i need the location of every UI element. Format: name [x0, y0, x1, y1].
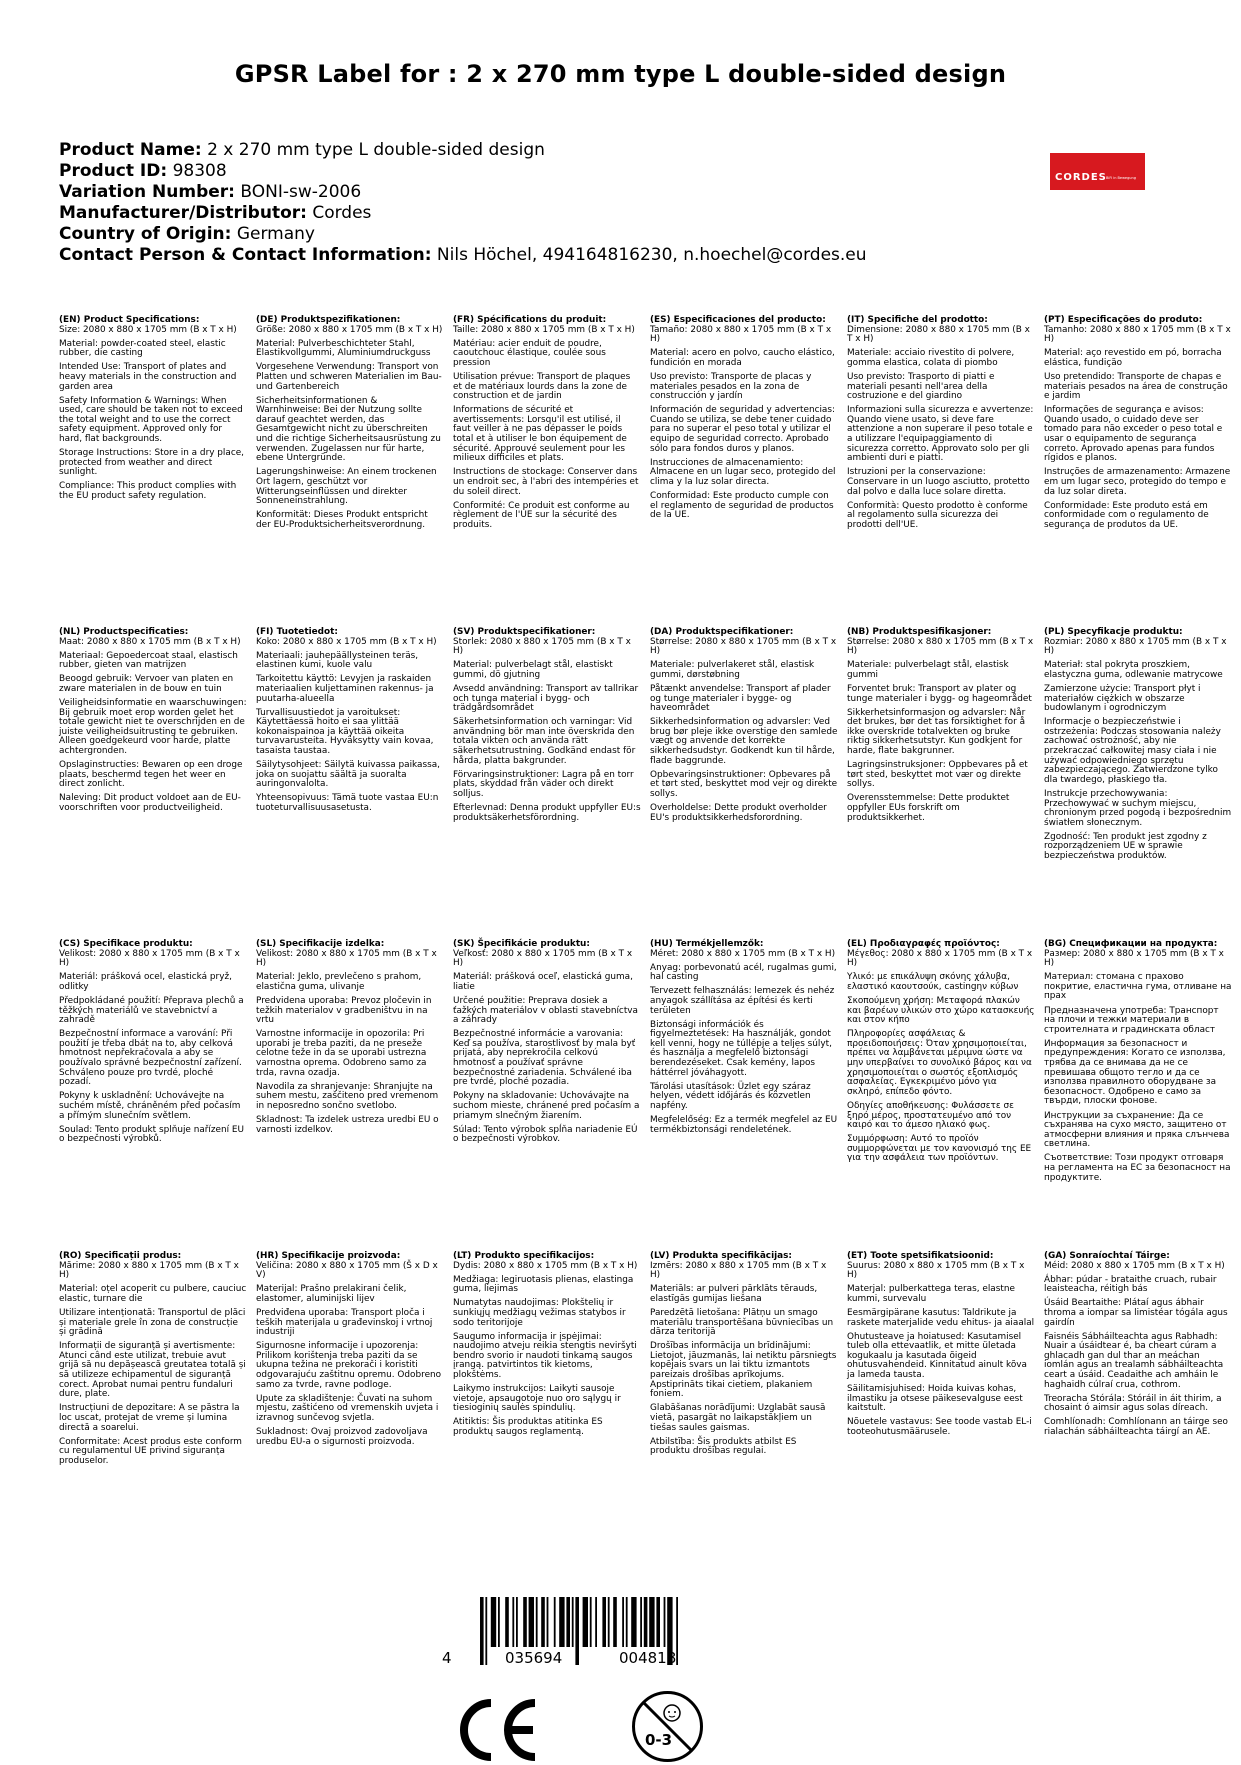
barcode-bar [491, 1597, 496, 1647]
barcode-bar [559, 1597, 564, 1647]
spec-paragraph: Anyag: porbevonatú acél, rugalmas gumi, hal casting [650, 962, 837, 983]
spec-paragraph: Ábhar: púdar - brataithe cruach, rubair leaisteacha, réitigh bás [1044, 1274, 1217, 1295]
spec-paragraph: Información de seguridad y advertencias: Cuando se utiliza, se debe tener cuidado para no superar el peso total y utilizar el equipo de seguridad correcto. Aprobado sólo para fondos duros y planos. [650, 405, 835, 454]
barcode-bar [602, 1597, 606, 1647]
spec-heading: (NB) Produktspesifikasjoner: [847, 627, 992, 637]
spec-paragraph: Materjal: pulberkattega teras, elastne kummi, survevalu [847, 1284, 1015, 1304]
barcode-bar [590, 1597, 592, 1647]
spec-paragraph: Съответствие: Този продукт отговаря на регламента на ЕС за безопасност на продуктите. [1044, 1153, 1231, 1183]
spec-block [650, 1252, 838, 1461]
spec-paragraph: Conformità: Questo prodotto è conforme al regolamento sulla sicurezza dei prodotti dell'UE. [847, 500, 1028, 530]
spec-paragraph: Velikost: 2080 x 880 x 1705 mm (B x T x H) [59, 948, 240, 969]
spec-heading: (PT) Especificações do produto: [1044, 315, 1203, 325]
spec-paragraph: Uso previsto: Transporte de placas y materiales pesados en la zona de construcción y jardín [650, 371, 812, 402]
barcode-bar [676, 1597, 678, 1665]
barcode-group-2: 004818 [619, 1649, 677, 1667]
spec-paragraph: Größe: 2080 x 880 x 1705 mm (B x T x H) [256, 324, 443, 335]
spec-paragraph: Materiał: stal pokryta proszkiem, elastyczna guma, odlewanie matrycowe [1044, 660, 1223, 680]
info-label: Manufacturer/Distributor: [59, 203, 307, 223]
barcode-bar [512, 1597, 514, 1647]
info-row [59, 140, 867, 161]
spec-paragraph: Material: oțel acoperit cu pulbere, cauciuc elastic, turnare die [59, 1284, 247, 1304]
spec-paragraph: Säilitamisjuhised: Hoida kuivas kohas, ilmastiku ja otsese päikesevalguse eest kaitstult. [847, 1384, 1023, 1414]
barcode-bar [640, 1597, 642, 1647]
spec-heading: (LV) Produkta specifikācijas: [650, 1251, 792, 1261]
info-value: 98308 [172, 161, 227, 181]
spec-paragraph: Размер: 2080 x 880 x 1705 mm (B x T x H) [1044, 948, 1224, 969]
spec-paragraph: Informații de siguranță și avertismente: Atunci când este utilizat, trebuie avut grijă să nu depășească greutatea totală și să utilizeze echipamentul de siguranță corect. Aprobat numai pentru fundaluri dure, plate. [59, 1341, 246, 1400]
spec-paragraph: Tamanho: 2080 x 880 x 1705 mm (B x T x H) [1044, 324, 1231, 345]
spec-paragraph: Uso pretendido: Transporte de chapas e materiais pesados na área de construção e jardim [1044, 371, 1228, 402]
spec-paragraph: Intended Use: Transport of plates and heavy materials in the construction and garden area [59, 362, 237, 392]
spec-paragraph: Overensstemmelse: Dette produktet oppfyller EUs forskrift om produktsikkerhet. [847, 793, 1010, 823]
spec-block [59, 316, 247, 506]
spec-paragraph: Instructions de stockage: Conserver dans un endroit sec, à l'abri des intempéries et du soleil direct. [453, 467, 639, 497]
barcode-bar [554, 1597, 556, 1647]
spec-paragraph: Conformité: Ce produit est conforme au règlement de l'UE sur la sécurité des produits. [453, 500, 630, 530]
spec-paragraph: Izmērs: 2080 x 880 x 1705 mm (B x T x H) [650, 1260, 827, 1281]
spec-paragraph: Οδηγίες αποθήκευσης: Φυλάσσετε σε ξηρό μέρος, προστατευμένο από τον καιρό και το άμεσο ηλιακό φως. [847, 1100, 1014, 1131]
spec-paragraph: Naleving: Dit product voldoet aan de EU-voorschriften voor productveiligheid. [59, 793, 241, 813]
barcode-bar [644, 1597, 648, 1647]
spec-heading: (FR) Spécifications du produit: [453, 315, 607, 325]
spec-paragraph: Efterlevnad: Denna produkt uppfyller EU:s produktsäkerhetsförordning. [453, 803, 641, 823]
spec-heading: (HU) Termékjellemzők: [650, 939, 764, 949]
info-label: Contact Person & Contact Information: [59, 245, 432, 265]
spec-paragraph: Atitiktis: Šis produktas atitinka ES produktų saugos reglamentą. [453, 1417, 603, 1437]
spec-block [453, 316, 641, 535]
barcode-bar [516, 1597, 518, 1647]
info-row [59, 245, 867, 266]
spec-paragraph: Eesmärgipärane kasutus: Taldrikute ja raskete materjalide vedu ehitus- ja aiaalal [847, 1307, 1035, 1328]
info-row [59, 161, 867, 182]
spec-paragraph: Dimensione: 2080 x 880 x 1705 mm (B x T x H) [847, 324, 1030, 345]
spec-paragraph: Materiaali: jauhepäällysteinen teräs, elastinen kumi, kuole valu [256, 650, 419, 671]
spec-heading: (RO) Specificații produs: [59, 1251, 182, 1261]
barcode-bar [649, 1597, 654, 1647]
spec-paragraph: Materiál: prášková ocel, elastická pryž, odlitky [59, 972, 232, 992]
spec-paragraph: Sikkerhetsinformasjon og advarsler: Når det brukes, bør det tas forsiktighet for å ikke overskride totalvekten og bruke riktig sikkerhetsutstyr. Kun godkjent for harde, flate bakgrunner. [847, 707, 1026, 757]
spec-heading: (NL) Productspecificaties: [59, 627, 189, 637]
spec-block [847, 1252, 1035, 1442]
spec-paragraph: Maat: 2080 x 880 x 1705 mm (B x T x H) [59, 636, 241, 647]
info-value: Nils Höchel, 494164816230, n.hoechel@cordes.eu [436, 245, 867, 265]
spec-paragraph: Konformität: Dieses Produkt entspricht der EU-Produktsicherheitsverordnung. [256, 510, 428, 530]
spec-paragraph: Sigurnosne informacije i upozorenja: Prilikom korištenja treba paziti da se ukupna težina ne prekorači i koristiti odgovarajuću zaštitnu opremu. Odobreno samo za tvrde, ravne podloge. [256, 1341, 442, 1390]
spec-paragraph: Faisnéis Sábháilteachta agus Rabhadh: Nuair a úsáidtear é, ba cheart cúram a ghlacadh gan dul thar an meáchan iomlán agus an trealamh sábháilteachta ceart a úsáid. Ceadaithe ach amháin le haghaidh cúlraí crua, cothrom. [1044, 1331, 1224, 1390]
spec-paragraph: Zamierzone użycie: Transport płyt i materiałów ciężkich w obszarze budowlanym i ogrodniczym [1044, 683, 1201, 714]
spec-paragraph: Material: aço revestido em pó, borracha elástica, fundição [1044, 348, 1222, 368]
spec-paragraph: Størrelse: 2080 x 880 x 1705 mm (B x T x H) [650, 636, 837, 657]
spec-paragraph: Varnostne informacije in opozorila: Pri uporabi je treba paziti, da ne preseže celotne teže in da se uporabi ustrezna varnostna oprema. Odobreno samo za trda, ravna ozadja. [256, 1029, 427, 1078]
spec-block [847, 316, 1035, 535]
spec-paragraph: Информация за безопасност и предупреждения: Когато се използва, трябва да се внимава да не се превишава общото тегло и да се използва правилното оборудване за безопасност. Одобрено е само за твърди, плоски фонове. [1044, 1038, 1226, 1107]
spec-paragraph: Pokyny k uskladnění: Uchovávejte na suchém místě, chráněném před počasím a přímým slunečním světlem. [59, 1091, 241, 1121]
info-value: BONI-sw-2006 [240, 182, 362, 202]
spec-paragraph: Sikkerhedsinformation og advarsler: Ved brug bør pleje ikke overstige den samlede vægt og anvende det korrekte sikkerhedsudstyr. Godkendt kun til hårde, flade baggrunde. [650, 717, 838, 766]
spec-paragraph: Beoogd gebruik: Vervoer van platen en zware materialen in de bouw en tuin [59, 674, 234, 694]
barcode-bar [656, 1597, 660, 1647]
spec-paragraph: Comhlíonadh: Comhlíonann an táirge seo rialachán sábháilteachta táirgí an AE. [1044, 1417, 1228, 1437]
spec-paragraph: Предназначена употреба: Транспорт на плочи и тежки материали в строителната и градинската област [1044, 1005, 1219, 1035]
spec-block [1044, 316, 1232, 535]
age-warning-icon [630, 1689, 705, 1764]
spec-paragraph: Určené použitie: Preprava dosiek a ťažkých materiálov v oblasti stavebníctva a záhrady [453, 995, 638, 1026]
barcode-bar [664, 1597, 666, 1647]
spec-paragraph: Tarkoitettu käyttö: Levyjen ja raskaiden materiaalien kuljettaminen rakennus- ja puutarha-alueella [256, 674, 434, 704]
spec-paragraph: Navodila za shranjevanje: Shranjujte na suhem mestu, zaščiteno pred vremenom in neposredno sončno svetlobo. [256, 1081, 439, 1111]
spec-paragraph: Yhteensopivuus: Tämä tuote vastaa EU:n tuoteturvallisuusasetusta. [256, 793, 439, 813]
spec-paragraph: Veľkosť: 2080 x 880 x 1705 mm (B x T x H) [453, 948, 633, 969]
spec-paragraph: Istruzioni per la conservazione: Conservare in un luogo asciutto, protetto dal polvo e dalla luce solare diretta. [847, 467, 1030, 497]
spec-paragraph: Numatytas naudojimas: Plokštelių ir sunkiųjų medžiagų vežimas statybos ir sodo teritorijoje [453, 1298, 626, 1328]
logo-text: CORDES [1055, 172, 1107, 183]
barcode-bar [523, 1597, 527, 1647]
spec-heading: (ES) Especificaciones del producto: [650, 315, 826, 325]
spec-paragraph: Materiale: pulverlakeret stål, elastisk gummi, dørstøbning [650, 660, 815, 680]
spec-paragraph: Mărime: 2080 x 880 x 1705 mm (B x T x H) [59, 1260, 239, 1281]
age-label: 0-3 [645, 1731, 673, 1749]
barcode-bar [613, 1597, 617, 1647]
spec-paragraph: Инструкции за съхранение: Да се съхранява на сухо място, защитено от атмосферни влияния и пряка слънчева светлина. [1044, 1110, 1230, 1150]
spec-block [1044, 1252, 1232, 1442]
spec-paragraph: Forventet bruk: Transport av plater og tunge materialer i bygg- og hageområdet [847, 683, 1032, 704]
spec-paragraph: Bezpečnostní informace a varování: Při použití je třeba dbát na to, aby celková hmotnost nepřekračovala a aby se používalo správné bezpečnostní zařízení. Schváleno pouze pro tvrdé, ploché pozadí. [59, 1029, 242, 1088]
barcode-bar [626, 1597, 628, 1647]
barcode-bar [631, 1597, 636, 1647]
barcode-bar [529, 1597, 534, 1647]
spec-block [256, 628, 444, 818]
spec-heading: (SV) Produktspecifikationer: [453, 627, 596, 637]
page-title: GPSR Label for : 2 x 270 mm type L double-sided design [234, 60, 1007, 88]
barcode-bar [575, 1597, 579, 1665]
spec-block [453, 940, 641, 1149]
spec-paragraph: Materiál: prášková oceľ, elastická guma, liatie [453, 972, 633, 992]
spec-paragraph: Soulad: Tento produkt splňuje nařízení EU o bezpečnosti výrobků. [59, 1124, 245, 1145]
spec-block [256, 940, 444, 1140]
spec-paragraph: Suurus: 2080 x 880 x 1705 mm (B x T x H) [847, 1260, 1025, 1281]
spec-paragraph: Sukladnost: Ovaj proizvod zadovoljava uredbu EU-a o sigurnosti proizvoda. [256, 1427, 428, 1447]
spec-heading: (SL) Specifikacije izdelka: [256, 939, 385, 949]
spec-paragraph: Conformidad: Este producto cumple con el reglamento de seguridad de productos de la UE. [650, 491, 834, 521]
product-info [59, 140, 867, 266]
spec-paragraph: Nõuetele vastavus: See toode vastab EL-i tooteohutusmäärusele. [847, 1417, 1032, 1437]
spec-paragraph: Conformidade: Este produto está em conformidade com o regulamento de segurança de produtos da UE. [1044, 500, 1209, 530]
info-value: 2 x 270 mm type L double-sided design [207, 140, 545, 160]
spec-paragraph: Storage Instructions: Store in a dry place, protected from weather and direct sunlight. [59, 448, 244, 478]
info-label: Variation Number: [59, 182, 235, 202]
spec-paragraph: Instrukcje przechowywania: Przechowywać w suchym miejscu, chronionym przed pogodą i bezpośrednim światłem słonecznym. [1044, 788, 1232, 828]
spec-paragraph: Megfelelőség: Ez a termék megfelel az EU termékbiztonsági rendeletének. [650, 1115, 838, 1135]
spec-heading: (FI) Tuotetiedot: [256, 627, 338, 637]
spec-paragraph: Safety Information & Warnings: When used, care should be taken not to exceed the total weight and to use the correct safety equipment. Approved only for hard, flat backgrounds. [59, 395, 243, 445]
spec-paragraph: Veličina: 2080 x 880 x 1705 mm (Š x D x V) [256, 1260, 438, 1281]
spec-block [453, 1252, 641, 1442]
barcode [442, 1597, 745, 1667]
spec-paragraph: Pokyny na skladovanie: Uchovávajte na suchom mieste, chránené pred počasím a priamym slnečným žiarením. [453, 1091, 640, 1121]
cordes-logo [1050, 153, 1145, 190]
spec-block [1044, 940, 1232, 1188]
spec-block [256, 1252, 444, 1452]
spec-paragraph: Материал: стомана с прахово покритие, еластична гума, отливане на прах [1044, 972, 1232, 1002]
barcode-bar [480, 1597, 484, 1665]
spec-block [256, 316, 444, 535]
spec-paragraph: Compliance: This product complies with the EU product safety regulation. [59, 481, 237, 501]
info-row [59, 224, 867, 245]
info-value: Cordes [312, 203, 372, 223]
barcode-bar [572, 1597, 574, 1647]
info-label: Product ID: [59, 161, 168, 181]
spec-paragraph: Úsáid Beartaithe: Plátaí agus ábhair throma a iompar sa limistéar tógála agus gairdín [1044, 1298, 1228, 1328]
barcode-left-digit: 4 [442, 1649, 452, 1667]
spec-block [59, 1252, 247, 1471]
spec-paragraph: Biztonsági információk és figyelmeztetések: Ha használják, gondot kell venni, hogy ne túllépje a teljes súlyt, és használja a megfelelő biztonsági berendezéseket. Csak kemény, lapos háttérrel jóváhagyott. [650, 1019, 832, 1078]
spec-paragraph: Instruções de armazenamento: Armazene em um lugar seco, protegido do tempo e da luz solar direta. [1044, 467, 1231, 497]
spec-paragraph: Skladnost: Ta izdelek ustreza uredbi EU o varnosti izdelkov. [256, 1115, 439, 1135]
spec-heading: (CS) Specifikace produktu: [59, 939, 193, 949]
spec-paragraph: Tamaño: 2080 x 880 x 1705 mm (B x T x H) [650, 324, 832, 345]
spec-paragraph: Συμμόρφωση: Αυτό το προϊόν συμμορφώνεται με τον κανονισμό της ΕΕ για την ασφάλεια των προϊόντων. [847, 1134, 1032, 1164]
spec-paragraph: Opbevaringsinstruktioner: Opbevares på et tørt sted, beskyttet mod vejr og direkte sollys. [650, 769, 838, 799]
spec-block [59, 940, 247, 1149]
info-row [59, 203, 867, 224]
spec-paragraph: Paredzētā lietošana: Plātņu un smago materiālu transportēšana būvniecības un dārza teritorijā [650, 1307, 834, 1338]
spec-paragraph: Materijal: Prašno prelakirani čelik, elastomer, aluminijski lijev [256, 1284, 407, 1304]
spec-paragraph: Material: acero en polvo, caucho elástico, fundición en morada [650, 348, 835, 368]
spec-paragraph: Förvaringsinstruktioner: Lagra på en torr plats, skyddad från väder och direkt solljus. [453, 769, 634, 799]
spec-paragraph: Materiale: acciaio rivestito di polvere, gomma elastica, colata di piombo [847, 348, 1015, 368]
spec-paragraph: Instrucciones de almacenamiento: Almacene en un lugar seco, protegido del clima y la luz solar directa. [650, 457, 836, 487]
spec-block [847, 940, 1035, 1168]
spec-paragraph: Materiaal: Gepoedercoat staal, elastisch rubber, gieten van matrijzen [59, 650, 238, 671]
spec-paragraph: Tárolási utasítások: Üzlet egy száraz helyen, védett időjárás és közvetlen napfény. [650, 1081, 811, 1111]
spec-heading: (EN) Product Specifications: [59, 315, 200, 325]
spec-paragraph: Tervezett felhasználás: lemezek és nehéz anyagok szállítása az építési és kerti területen [650, 986, 835, 1016]
spec-paragraph: Opslaginstructies: Bewaren op een droge plaats, beschermd tegen het weer en direct zonlicht. [59, 760, 243, 790]
spec-paragraph: Uso previsto: Trasporto di piatti e materiali pesanti nell'area della costruzione e del giardino [847, 371, 995, 402]
spec-paragraph: Veiligheidsinformatie en waarschuwingen: Bij gebruik moet erop worden gelet het totale gewicht niet te overschrijden en de juiste veiligheidsuitrusting te gebruiken. Alleen goedgekeurd voor harde, platte achtergronden. [59, 698, 247, 757]
spec-paragraph: Méid: 2080 x 880 x 1705 mm (B x T x H) [1044, 1260, 1225, 1271]
spec-paragraph: Overholdelse: Dette produkt overholder EU's produktsikkerhedsforordning. [650, 803, 827, 823]
spec-paragraph: Ohutusteave ja hoiatused: Kasutamisel tuleb olla ettevaatlik, et mitte ületada kogukaalu ja kasutada õigeid ohutusvahendeid. Kinnitatud ainult kõva ja lameda tausta. [847, 1331, 1027, 1381]
spec-paragraph: Matériau: acier enduit de poudre, caoutchouc élastique, coulée sous pression [453, 338, 606, 368]
spec-paragraph: Glabāšanas norādījumi: Uzglabāt sausā vietā, pasargāt no laikapstākļiem un tiešas saules gaismas. [650, 1403, 826, 1433]
barcode-bar [595, 1597, 597, 1647]
spec-block [453, 628, 641, 828]
spec-paragraph: Materiale: pulverbelagt stål, elastisk gummi [847, 660, 1009, 680]
barcode-bar [536, 1597, 538, 1647]
spec-heading: (SK) Špecifikácie produktu: [453, 939, 590, 949]
spec-block [650, 628, 838, 828]
logo-slogan: BiFi in Bewegung [1106, 176, 1136, 180]
spec-block [59, 628, 247, 818]
spec-paragraph: Utilisation prévue: Transport de plaques et de matériaux lourds dans la zone de construction et de jardin [453, 371, 631, 402]
spec-block [847, 628, 1035, 828]
spec-paragraph: Medžiaga: legiruotasis plienas, elastinga guma, liejimas [453, 1274, 634, 1295]
spec-paragraph: Sicherheitsinformationen & Warnhinweise: Bei der Nutzung sollte darauf geachtet werden, das Gesamtgewicht nicht zu überschreiten und die richtige Sicherheitsausrüstung zu verwenden. Zugelassen nur für harte, ebene Untergründe. [256, 395, 441, 464]
spec-paragraph: Koko: 2080 x 880 x 1705 mm (B x T x H) [256, 636, 437, 647]
spec-paragraph: Velikost: 2080 x 880 x 1705 mm (B x T x H) [256, 948, 437, 969]
barcode-bar [583, 1597, 588, 1647]
spec-paragraph: Informations de sécurité et avertissements: Lorsqu'il est utilisé, il faut veiller à ne pas dépasser le poids total et à utiliser le bon équipement de sécurité. Approuvé seulement pour les milieux difficiles et plats. [453, 405, 627, 464]
spec-paragraph: Taille: 2080 x 880 x 1705 mm (B x T x H) [453, 324, 635, 335]
spec-paragraph: Lagringsinstruksjoner: Oppbevares på et tørt sted, beskyttet mot vær og direkte sollys. [847, 760, 1028, 790]
spec-heading: (ET) Toote spetsifikatsioonid: [847, 1251, 994, 1261]
barcode-bar [608, 1597, 610, 1647]
info-value: Germany [236, 224, 315, 244]
info-label: Country of Origin: [59, 224, 232, 244]
spec-paragraph: Atbilstība: Šis produkts atbilst ES produktu drošības regulai. [650, 1436, 797, 1457]
spec-block [650, 316, 838, 525]
spec-paragraph: Avsedd användning: Transport av tallrikar och tunga material i bygg- och trädgårdsområdet [453, 683, 639, 714]
spec-paragraph: Påtænkt anvendelse: Transport af plader og tunge materialer i bygge- og haveområdet [650, 683, 831, 714]
spec-paragraph: Drošības informācija un brīdinājumi: Lietojot, jāuzmanās, lai netiktu pārsniegts kopējais svars un lai tiktu izmantots pareizais drošības aprīkojums. Apstiprināts tikai cietiem, plakaniem foniem. [650, 1341, 837, 1400]
spec-heading: (PL) Specyfikacje produktu: [1044, 627, 1183, 637]
spec-paragraph: Méret: 2080 x 880 x 1705 mm (B x T x H) [650, 948, 836, 959]
spec-paragraph: Vorgesehene Verwendung: Transport von Platten und schweren Materialien im Bau- und Gartenbereich [256, 362, 442, 392]
spec-paragraph: Rozmiar: 2080 x 880 x 1705 mm (B x T x H) [1044, 636, 1227, 657]
info-label: Product Name: [59, 140, 202, 160]
spec-paragraph: Utilizare intenționată: Transportul de plăci și materiale grele în zona de construcție și grădină [59, 1307, 246, 1338]
spec-paragraph: Treoracha Stórála: Stóráil in áit thirim, a chosaint ó aimsir agus solas díreach. [1044, 1393, 1222, 1414]
spec-paragraph: Zgodność: Ten produkt jest zgodny z rozporządzeniem UE w sprawie bezpieczeństwa produktów. [1044, 831, 1207, 861]
spec-paragraph: Dydis: 2080 x 880 x 1705 mm (B x T x H) [453, 1260, 638, 1271]
spec-paragraph: Instrucțiuni de depozitare: A se păstra la loc uscat, protejat de vreme și lumina directă a soarelui. [59, 1403, 240, 1433]
spec-heading: (DE) Produktspezifikationen: [256, 315, 401, 325]
spec-block [1044, 628, 1232, 866]
barcode-bar [541, 1597, 545, 1647]
barcode-bar [566, 1597, 570, 1647]
spec-paragraph: Laikymo instrukcijos: Laikyti sausoje vietoje, apsaugotoje nuo oro sąlygų ir tiesioginių saulės spindulių. [453, 1384, 621, 1414]
barcode-group-1: 035694 [505, 1649, 563, 1667]
barcode-bar [622, 1597, 624, 1647]
barcode-bar [505, 1597, 509, 1647]
spec-paragraph: Storlek: 2080 x 880 x 1705 mm (B x T x H) [453, 636, 631, 657]
spec-heading: (DA) Produktspecifikationer: [650, 627, 794, 637]
spec-paragraph: Materiāls: ar pulveri pārklāts tērauds, elastīgās gumijas liešana [650, 1284, 818, 1304]
spec-paragraph: Størrelse: 2080 x 880 x 1705 mm (B x T x H) [847, 636, 1034, 657]
spec-paragraph: Material: Jeklo, prevlečeno s prahom, elastična guma, ulivanje [256, 972, 422, 992]
spec-paragraph: Informazioni sulla sicurezza e avvertenze: Quando viene usato, si deve fare attenzione a non superare il peso totale e a utilizzare l'equipaggiamento di sicurezza corretto. Approvato solo per gli ambienti duri e piatti. [847, 405, 1034, 464]
info-row [59, 182, 867, 203]
spec-paragraph: Upute za skladištenje: Čuvati na suhom mjestu, zaštićeno od vremenskih uvjeta i izravnog sunčevog svjetla. [256, 1393, 439, 1423]
spec-heading: (HR) Specifikacije proizvoda: [256, 1251, 401, 1261]
spec-paragraph: Material: pulverbelagt stål, elastiskt gummi, dö gjutning [453, 660, 613, 680]
spec-paragraph: Súlad: Tento výrobok spĺňa nariadenie EÚ o bezpečnosti výrobkov. [453, 1124, 638, 1145]
spec-heading: (BG) Спецификации на продукта: [1044, 939, 1218, 949]
spec-heading: (EL) Προδιαγραφές προϊόντος: [847, 939, 1000, 949]
spec-paragraph: Material: powder-coated steel, elastic rubber, die casting [59, 338, 226, 359]
spec-paragraph: Predvidena uporaba: Prevoz pločevin in težkih materialov v gradbeništvu in na vrtu [256, 995, 432, 1026]
spec-paragraph: Predviđena uporaba: Transport ploča i teških materijala u građevinskoj i vrtnoj industriji [256, 1307, 433, 1338]
spec-paragraph: Conformitate: Acest produs este conform cu regulamentul UE privind siguranța produselor. [59, 1436, 242, 1466]
spec-heading: (GA) Sonraíochtaí Táirge: [1044, 1251, 1170, 1261]
spec-paragraph: Bezpečnostné informácie a varovania: Keď sa používa, starostlivosť by mala byť prijatá, aby neprekročila celkovú hmotnosť a používať správne bezpečnostné zariadenia. Schválené iba pre tvrdé, ploché pozadia. [453, 1029, 636, 1088]
spec-paragraph: Säilytysohjeet: Säilytä kuivassa paikassa, joka on suojattu säältä ja suoralta auringonvalolta. [256, 760, 440, 790]
spec-paragraph: Lagerungshinweise: An einem trockenen Ort lagern, geschützt vor Witterungseinflüssen und direkter Sonneneinstrahlung. [256, 467, 437, 507]
spec-heading: (IT) Specifiche del prodotto: [847, 315, 988, 325]
spec-paragraph: Πληροφορίες ασφάλειας & προειδοποιήσεις: Όταν χρησιμοποιείται, πρέπει να λαμβάνεται μέριμνα ώστε να μην υπερβαίνει το συνολικό βάρος και να χρησιμοποιείται ο σωστός εξοπλισμός ασφαλείας. Εγκεκριμένο μόνο για σκληρό, επίπεδο φόντο. [847, 1029, 1032, 1097]
spec-paragraph: Säkerhetsinformation och varningar: Vid användning bör man inte överskrida den totala vikten och använda rätt säkerhetsutrustning. Godkänd endast för hårda, platta bakgrunder. [453, 717, 636, 766]
spec-paragraph: Σκοπούμενη χρήση: Μεταφορά πλακών και βαρέων υλικών στο χώρο κατασκευής και στον κήπο [847, 995, 1035, 1026]
spec-heading: (LT) Produkto specifikacijos: [453, 1251, 595, 1261]
spec-paragraph: Size: 2080 x 880 x 1705 mm (B x T x H) [59, 324, 237, 335]
barcode-bar [498, 1597, 500, 1647]
spec-paragraph: Material: Pulverbeschichteter Stahl, Elastikvollgummi, Aluminiumdruckguss [256, 338, 431, 359]
barcode-bar [485, 1597, 487, 1665]
ce-mark-icon [455, 1695, 540, 1765]
spec-block [650, 940, 838, 1140]
spec-paragraph: Μέγεθος: 2080 x 880 x 1705 mm (B x T x H) [847, 948, 1033, 969]
barcode-bar [547, 1597, 549, 1647]
spec-paragraph: Předpokládané použití: Přeprava plechů a těžkých materiálů ve stavebnictví a zahradě [59, 995, 244, 1026]
spec-paragraph: Saugumo informacija ir įspėjimai: naudojimo atveju reikia stengtis neviršyti bendro svorio ir naudoti tinkamą saugos įrangą. patvirtintos tik kietoms, plokštėms. [453, 1331, 637, 1381]
spec-paragraph: Informacje o bezpieczeństwie i ostrzeżenia: Podczas stosowania należy zachować ostrożność, aby nie przekraczać całkowitej masy ciała i nie używać odpowiedniego sprzętu zabezpieczającego. Zatwierdzone tylko dla twardego, płaskiego tła. [1044, 717, 1221, 785]
spec-paragraph: Informações de segurança e avisos: Quando usado, o cuidado deve ser tomado para não exceder o peso total e usar o equipamento de segurança correto. Aprovado apenas para fundos rígidos e planos. [1044, 405, 1223, 464]
spec-paragraph: Υλικό: με επικάλυψη σκόνης χάλυβα, ελαστικό καουτσούκ, castingην κύβων [847, 972, 1019, 992]
spec-paragraph: Turvallisuustiedot ja varoitukset: Käytettäessä hoito ei saa ylittää kokonaispainoa ja käyttää oikeita turvavarusteita. Hyväksytty vain kovaa, tasaista taustaa. [256, 707, 434, 757]
